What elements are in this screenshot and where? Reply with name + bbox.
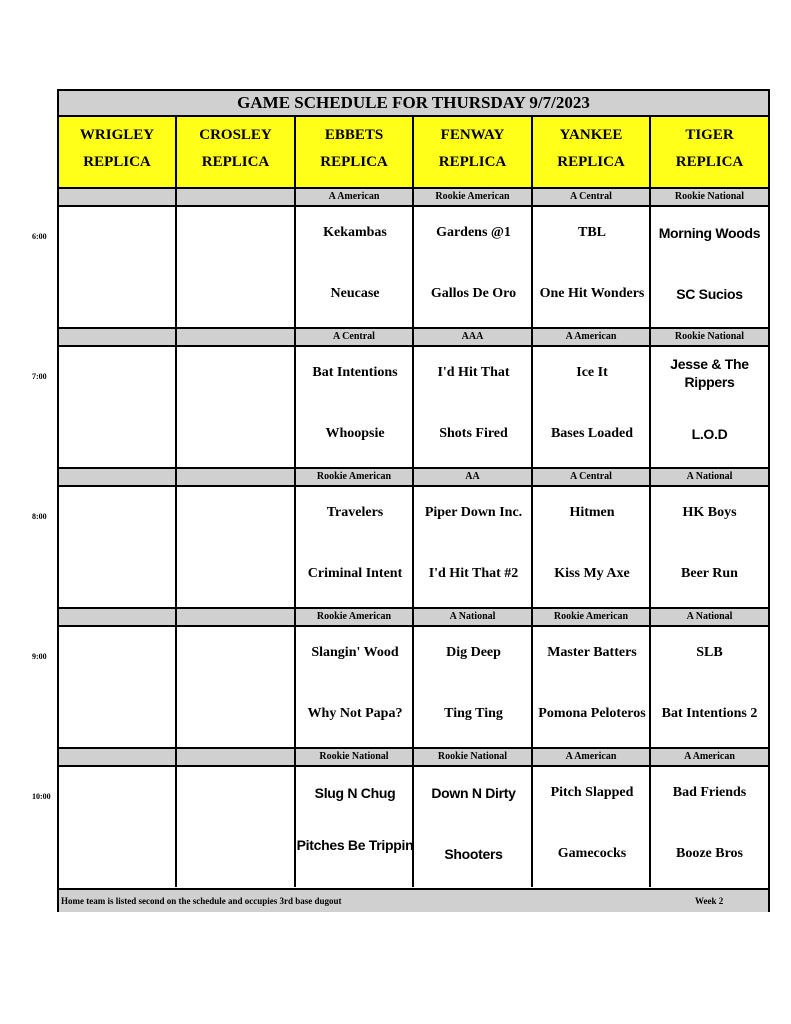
away-team: Bad Friends bbox=[672, 785, 747, 800]
home-team: I'd Hit That #2 bbox=[428, 566, 519, 581]
home-team: Shots Fired bbox=[439, 426, 508, 441]
division-label bbox=[177, 609, 296, 625]
away-team: Slug N Chug bbox=[314, 785, 396, 801]
home-team: L.O.D bbox=[691, 426, 728, 442]
division-label: Rookie American bbox=[533, 609, 651, 625]
field-name: FENWAY bbox=[440, 127, 505, 143]
division-label: A American bbox=[684, 751, 735, 762]
away-team: Master Batters bbox=[547, 645, 637, 660]
field-header bbox=[177, 117, 296, 189]
home-team: Neucase bbox=[330, 286, 380, 301]
away-team: Piper Down Inc. bbox=[424, 505, 523, 520]
column-divider bbox=[175, 765, 177, 887]
home-team: Pitches Be Trippin bbox=[296, 837, 414, 853]
footer bbox=[59, 888, 768, 912]
away-team: HK Boys bbox=[682, 505, 737, 520]
division-label: A National bbox=[414, 609, 533, 625]
division-label: Rookie National bbox=[674, 331, 745, 342]
schedule-table bbox=[57, 89, 770, 912]
division-label: A American bbox=[296, 189, 414, 205]
home-team: Shooters bbox=[444, 846, 503, 862]
away-team: Morning Woods bbox=[658, 225, 761, 241]
division-label bbox=[177, 749, 296, 765]
field-type: REPLICA bbox=[438, 154, 507, 170]
division-label: Rookie American bbox=[296, 469, 414, 485]
away-team: Jesse & The Rippers bbox=[670, 356, 749, 390]
time-label: 9:00 bbox=[32, 652, 47, 661]
time-label: 8:00 bbox=[32, 512, 47, 521]
field-type: REPLICA bbox=[675, 154, 744, 170]
home-team: Gallos De Oro bbox=[430, 286, 517, 301]
division-label bbox=[59, 749, 177, 765]
week-label: Week 2 bbox=[695, 896, 724, 906]
field-type: REPLICA bbox=[320, 154, 388, 170]
home-team: Gamecocks bbox=[557, 846, 627, 861]
division-label: A National bbox=[686, 471, 733, 482]
column-divider bbox=[175, 625, 177, 747]
field-name: WRIGLEY bbox=[79, 127, 155, 143]
time-label: 10:00 bbox=[32, 792, 51, 801]
home-team: Criminal Intent bbox=[307, 566, 403, 581]
division-label: A American bbox=[533, 329, 651, 345]
footer-note: Home team is listed second on the schedule and occupies 3rd base dugout bbox=[61, 896, 342, 906]
away-team: SLB bbox=[696, 645, 723, 660]
home-team: SC Sucios bbox=[676, 286, 743, 302]
away-team: Hitmen bbox=[569, 505, 615, 520]
away-team: Ice It bbox=[576, 365, 608, 380]
home-team: Bases Loaded bbox=[550, 426, 634, 441]
column-divider bbox=[175, 205, 177, 327]
division-label: A Central bbox=[533, 469, 651, 485]
division-label: Rookie National bbox=[674, 191, 745, 202]
field-type: REPLICA bbox=[557, 154, 625, 170]
division-label: AAA bbox=[414, 329, 533, 345]
time-label: 7:00 bbox=[32, 372, 47, 381]
division-row bbox=[59, 327, 768, 347]
home-team: Ting Ting bbox=[444, 706, 503, 721]
home-team: Whoopsie bbox=[325, 426, 385, 441]
field-header bbox=[296, 117, 414, 189]
division-label bbox=[59, 189, 177, 205]
division-row bbox=[59, 187, 768, 207]
column-divider bbox=[175, 485, 177, 607]
field-header bbox=[651, 117, 768, 189]
division-label bbox=[177, 329, 296, 345]
away-team: Bat Intentions bbox=[312, 365, 398, 380]
division-label: A Central bbox=[533, 189, 651, 205]
column-divider bbox=[175, 345, 177, 467]
time-label: 6:00 bbox=[32, 232, 47, 241]
home-team: Why Not Papa? bbox=[307, 706, 403, 721]
home-team: Bat Intentions 2 bbox=[661, 706, 758, 721]
away-team: Dig Deep bbox=[446, 645, 501, 660]
field-type: REPLICA bbox=[83, 154, 151, 170]
division-label: Rookie National bbox=[414, 749, 533, 765]
field-header bbox=[59, 117, 177, 189]
division-label bbox=[59, 329, 177, 345]
away-team: Pitch Slapped bbox=[550, 785, 634, 800]
away-team: Slangin' Wood bbox=[311, 645, 399, 660]
away-team: Down N Dirty bbox=[431, 785, 516, 801]
field-header bbox=[533, 117, 651, 189]
field-name: TIGER bbox=[685, 127, 734, 143]
away-team: I'd Hit That bbox=[437, 365, 510, 380]
home-team: Kiss My Axe bbox=[554, 566, 630, 581]
away-team: Kekambas bbox=[323, 225, 387, 240]
division-label: Rookie American bbox=[414, 189, 533, 205]
division-label: Rookie National bbox=[296, 749, 414, 765]
page-title: GAME SCHEDULE FOR THURSDAY 9/7/2023 bbox=[59, 91, 768, 117]
home-team: Beer Run bbox=[681, 566, 738, 581]
away-team: Travelers bbox=[326, 505, 384, 520]
division-label: A American bbox=[533, 749, 651, 765]
field-name: CROSLEY bbox=[199, 127, 272, 143]
division-label: A National bbox=[686, 611, 733, 622]
division-label: A Central bbox=[296, 329, 414, 345]
division-label: AA bbox=[414, 469, 533, 485]
division-row bbox=[59, 607, 768, 627]
division-row bbox=[59, 747, 768, 767]
home-team: Booze Bros bbox=[675, 846, 743, 861]
field-type: REPLICA bbox=[201, 154, 270, 170]
division-label bbox=[59, 609, 177, 625]
division-row bbox=[59, 467, 768, 487]
away-team: TBL bbox=[577, 225, 606, 240]
division-label bbox=[177, 469, 296, 485]
division-label: Rookie American bbox=[296, 609, 414, 625]
home-team: One Hit Wonders bbox=[539, 286, 645, 301]
field-header bbox=[414, 117, 533, 189]
field-name: YANKEE bbox=[559, 127, 623, 143]
away-team: Gardens @1 bbox=[436, 225, 511, 240]
division-label bbox=[59, 469, 177, 485]
home-team: Pomona Peloteros bbox=[538, 706, 646, 721]
division-label bbox=[177, 189, 296, 205]
field-name: EBBETS bbox=[324, 127, 384, 143]
